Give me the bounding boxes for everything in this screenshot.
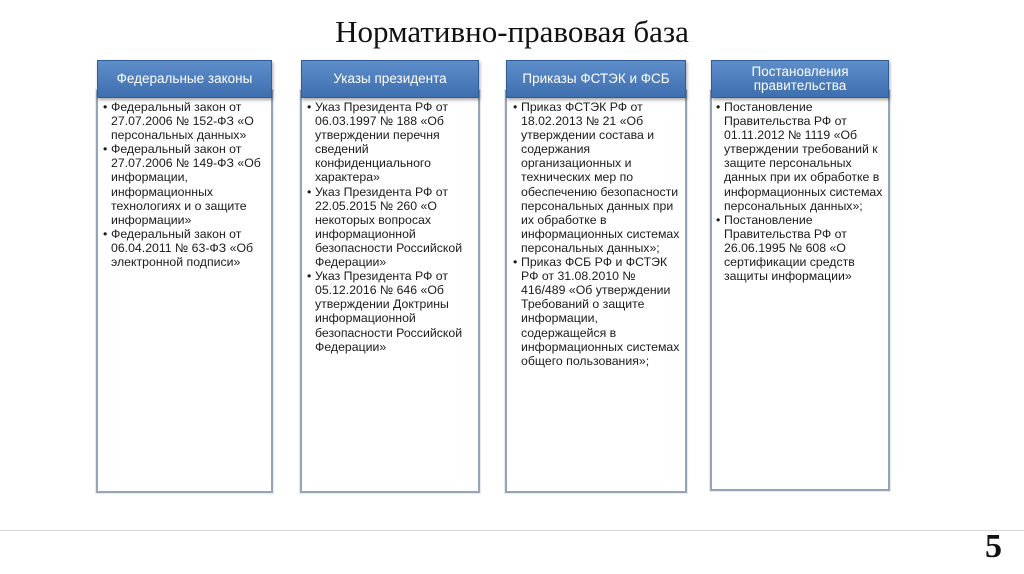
list-item: • Федеральный закон от 27.07.2006 № 149-ФЗ «Об информации, информационных технологиях и о защите информации» xyxy=(111,142,267,227)
list-item: • Указ Президента РФ от 05.12.2016 № 646 «Об утверждении Доктрины информационной безопасности Российской Федерации» xyxy=(315,269,474,354)
column-header: Указы президента xyxy=(301,60,479,98)
list-item: • Федеральный закон от 27.07.2006 № 152-ФЗ «О персональных данных» xyxy=(111,100,267,142)
list-item: • Приказ ФСБ РФ и ФСТЭК РФ от 31.08.2010 № 416/489 «Об утверждении Требований о защите информации, содержащейся в информационных системах общего пользования»; xyxy=(521,255,682,368)
page-number: 5 xyxy=(985,528,1002,565)
column-presidential-decrees xyxy=(300,60,480,493)
item-list xyxy=(96,100,273,269)
item-list xyxy=(710,100,890,283)
column-federal-laws xyxy=(96,60,273,493)
column-government-resolutions xyxy=(710,60,890,491)
list-item: • Федеральный закон от 06.04.2011 № 63-ФЗ «Об электронной подписи» xyxy=(111,227,267,269)
list-item: • Указ Президента РФ от 06.03.1997 № 188 «Об утверждении перечня сведений конфиденциального характера» xyxy=(315,100,474,185)
column-header: Постановления правительства xyxy=(711,60,889,98)
list-item: • Приказ ФСТЭК РФ от 18.02.2013 № 21 «Об утверждении состава и содержания организационных и технических мер по обеспечению безопасности персональных данных при их обработке в информационных системах персональных данных»; xyxy=(521,100,682,255)
list-item: • Постановление Правительства РФ от 01.11.2012 № 1119 «Об утверждении требований к защите персональных данных при их обработке в информационных системах персональных данных»; xyxy=(724,100,884,213)
slide-title: Нормативно-правовая база xyxy=(335,14,689,49)
footer-divider xyxy=(0,530,1024,531)
column-header: Федеральные законы xyxy=(97,60,272,98)
list-item: • Указ Президента РФ от 22.05.2015 № 260 «О некоторых вопросах информационной безопасности Российской Федерации» xyxy=(315,185,474,270)
list-item: • Постановление Правительства РФ от 26.06.1995 № 608 «О сертификации средств защиты информации» xyxy=(724,213,884,283)
column-header: Приказы ФСТЭК и ФСБ xyxy=(506,60,686,98)
column-fstec-fsb-orders xyxy=(505,60,687,493)
item-list xyxy=(300,100,480,354)
item-list xyxy=(505,100,687,368)
